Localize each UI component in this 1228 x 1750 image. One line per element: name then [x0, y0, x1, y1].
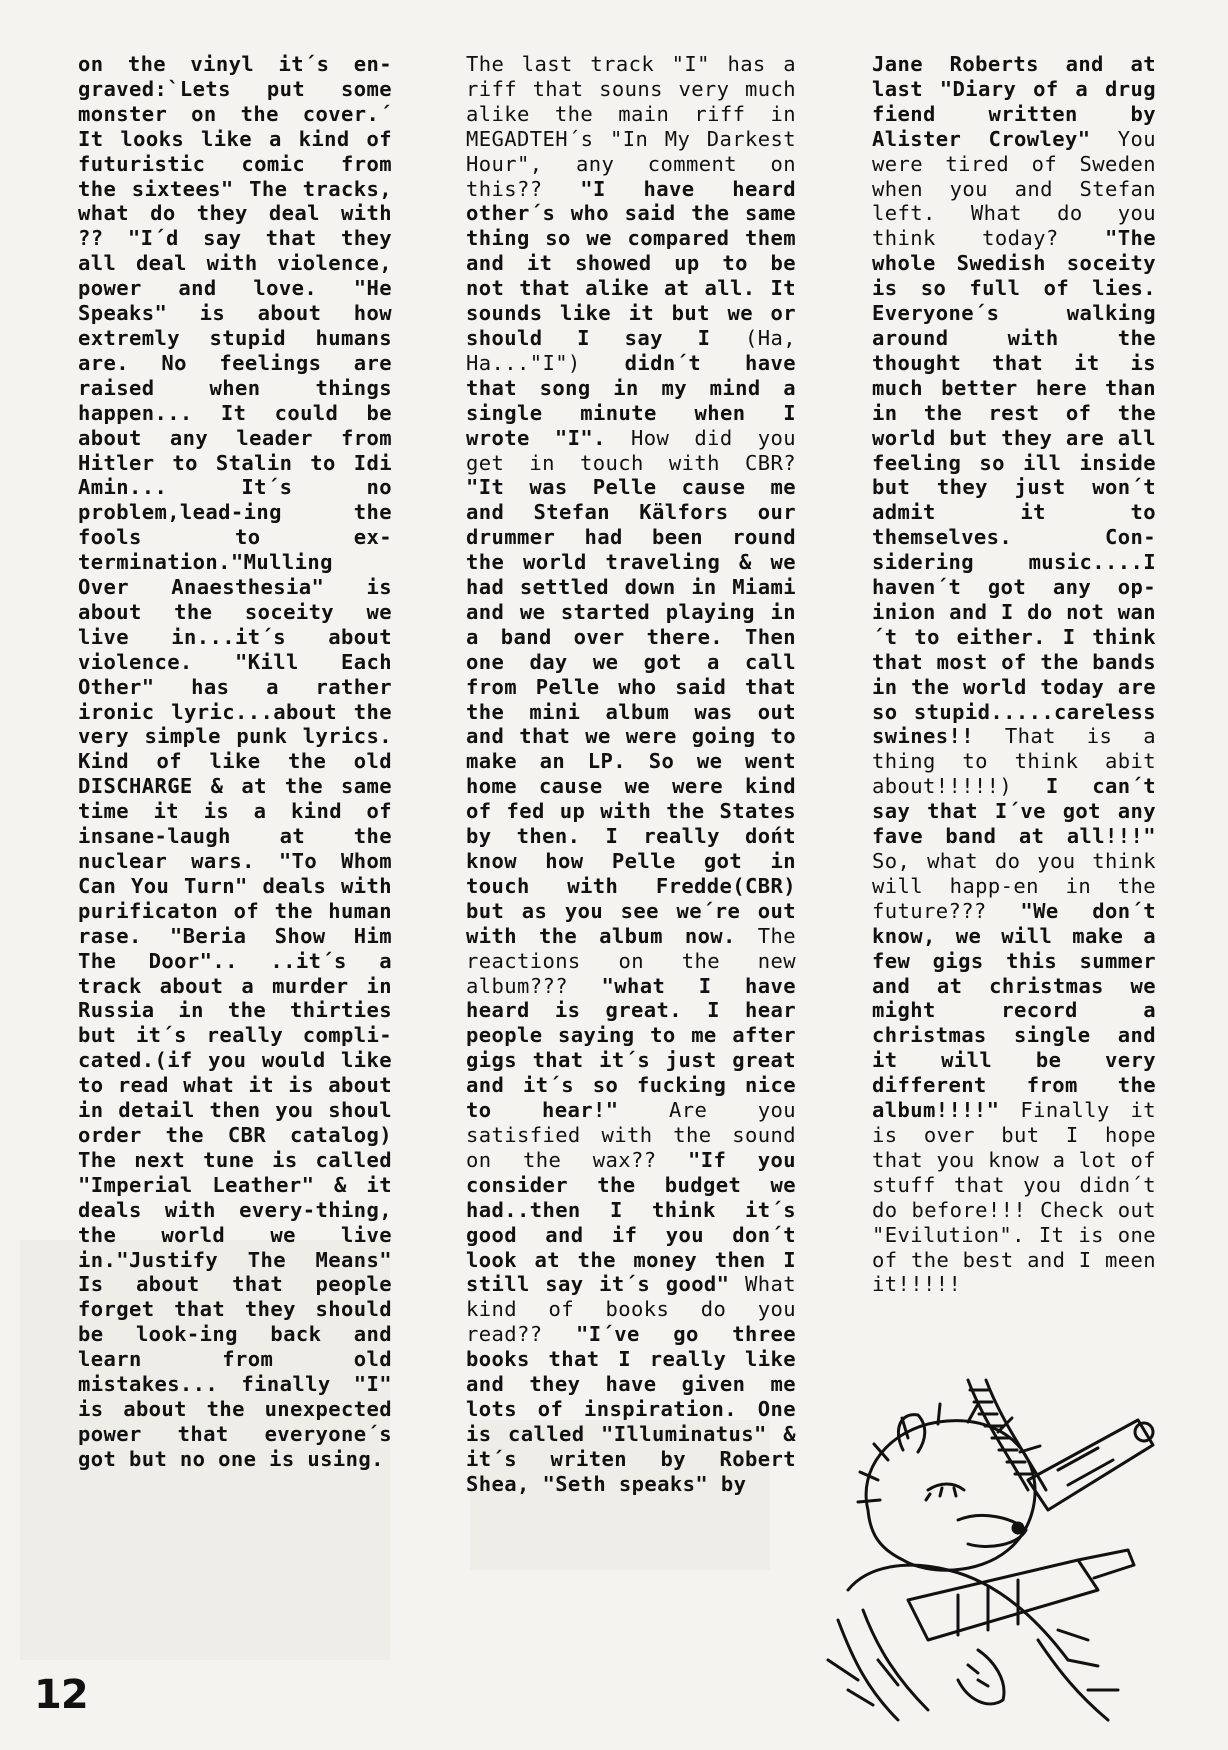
editor-aside: That is a thing to think abit about!!!!!): [872, 724, 1169, 799]
column-3-text: [872, 52, 1169, 1297]
column-2: [466, 52, 809, 1497]
interview-question: Are you satisfied with the sound on the wax??: [466, 1098, 809, 1172]
interview-answer: I can´t say that I´ve got any fave band at all!!!": [872, 774, 1169, 849]
interview-answer: "I´ve go three books that I really like and they have given me lots of inspiration. One is called "Illuminatus" & it´s writen by Robert Shea, "Seth speaks" by: [466, 1322, 809, 1496]
interview-answer: "If you consider the budget we had..then I think it´s good and if you don´t look at the money then I still say it´s good": [466, 1147, 809, 1297]
interview-question: How did you get in touch with CBR?: [466, 425, 809, 475]
closing-remark: Finally it is over but I hope that you know a lot of stuff that you didn´t do before!!! Check out "Evilution". It is one of the best and I meen it!!!!!: [872, 1098, 1169, 1297]
interview-answer: "The whole Swedish soceity is so full of lies. Everyone´s walking around with the thought that it is much better here than in the rest of the world but they are all feeling so ill inside but they just won´t admit it to themselves. Con-sidering music....I haven´t got any op-inion and I do not wan´t to either. I think that most of the bands in the world today are so stupid.....careless swines!!: [872, 226, 1169, 749]
interview-aside: (Ha, Ha..."I"): [466, 325, 809, 375]
column-3: [872, 52, 1169, 1297]
interview-answer: "We don´t know, we will make a few gigs this summer and at christmas we might record a christmas single and it will be very different from the album!!!!": [872, 898, 1169, 1123]
interview-question: You were tired of Sweden when you and Stefan left. What do you think today?: [872, 126, 1169, 251]
interview-answer: "I have heard other´s who said the same thing so we compared them and it showed up to be not that alike at all. It sounds like it but we or should I say I: [466, 176, 809, 350]
interview-question: What kind of books do you read??: [466, 1272, 809, 1347]
interview-question: The last track "I" has a riff that souns very much alike the main riff in MEGADTEH´s "In My Darkest Hour", any comment on this??: [466, 52, 809, 201]
interview-answer: didn´t have that song in my mind a single minute when I wrote "I".: [466, 350, 809, 450]
interview-question: So, what do you think will happ-en in the future???: [872, 849, 1169, 923]
creature-with-gun-illustration: [808, 1360, 1188, 1740]
page-number: 12: [34, 1672, 88, 1718]
column-2-text: [466, 52, 809, 1497]
interview-answer: "It was Pelle cause me and Stefan Kälfors our drummer had been round the world traveling & we had settled down in Miami and we started playing in a band over there. Then one day we got a call from Pelle who said that the mini album was out and that we were going to make an LP. So we went home cause we were kind of fed up with the States by then. I really dońt know how Pelle got in touch with Fredde(CBR) but as you see we´re out with the album now.: [466, 475, 809, 948]
column-1-text: on the vinyl it´s en-graved:`Lets put some monster on the cover.´ It looks like a kind of futuristic comic from the sixtees" The tracks, what do they deal with ?? "I´d say that they all deal with violence, power and love. "He Speaks" is about how extremly stupid humans are. No feelings are raised when things happen... It could be about any leader from Hitler to Stalin to Idi Amin... It´s no problem,lead-ing the fools to ex-termination."Mulling Over Anaesthesia" is about the soceity we live in...it´s about violence. "Kill Each Other" has a rather ironic lyric...about the very simple punk lyrics. Kind of like the old DISCHARGE & at the same time it is a kind of insane-laugh at the nuclear wars. "To Whom Can You Turn" deals with purificaton of the human rase. "Beria Show Him The Door".. ..it´s a track about a murder in Russia in the thirties but it´s really compli-cated.(if you would like to read what it is about in detail then you shoul order the CBR catalog) The next tune is called "Imperial Leather" & it deals with every-thing, the world we live in."Justify The Means" Is about that people forget that they should be look-ing back and learn from old mistakes... finally "I" is about the unexpected power that everyone´s got but no one is using.: [78, 52, 405, 1471]
interview-question: The reactions on the new album???: [466, 923, 809, 998]
interview-answer: Jane Roberts and at last "Diary of a drug fiend written by Alister Crowley": [872, 52, 1169, 151]
interview-answer: "what I have heard is great. I hear people saying to me after gigs that it´s just great and it´s so fucking nice to hear!": [466, 973, 809, 1123]
column-1: [78, 52, 405, 1472]
